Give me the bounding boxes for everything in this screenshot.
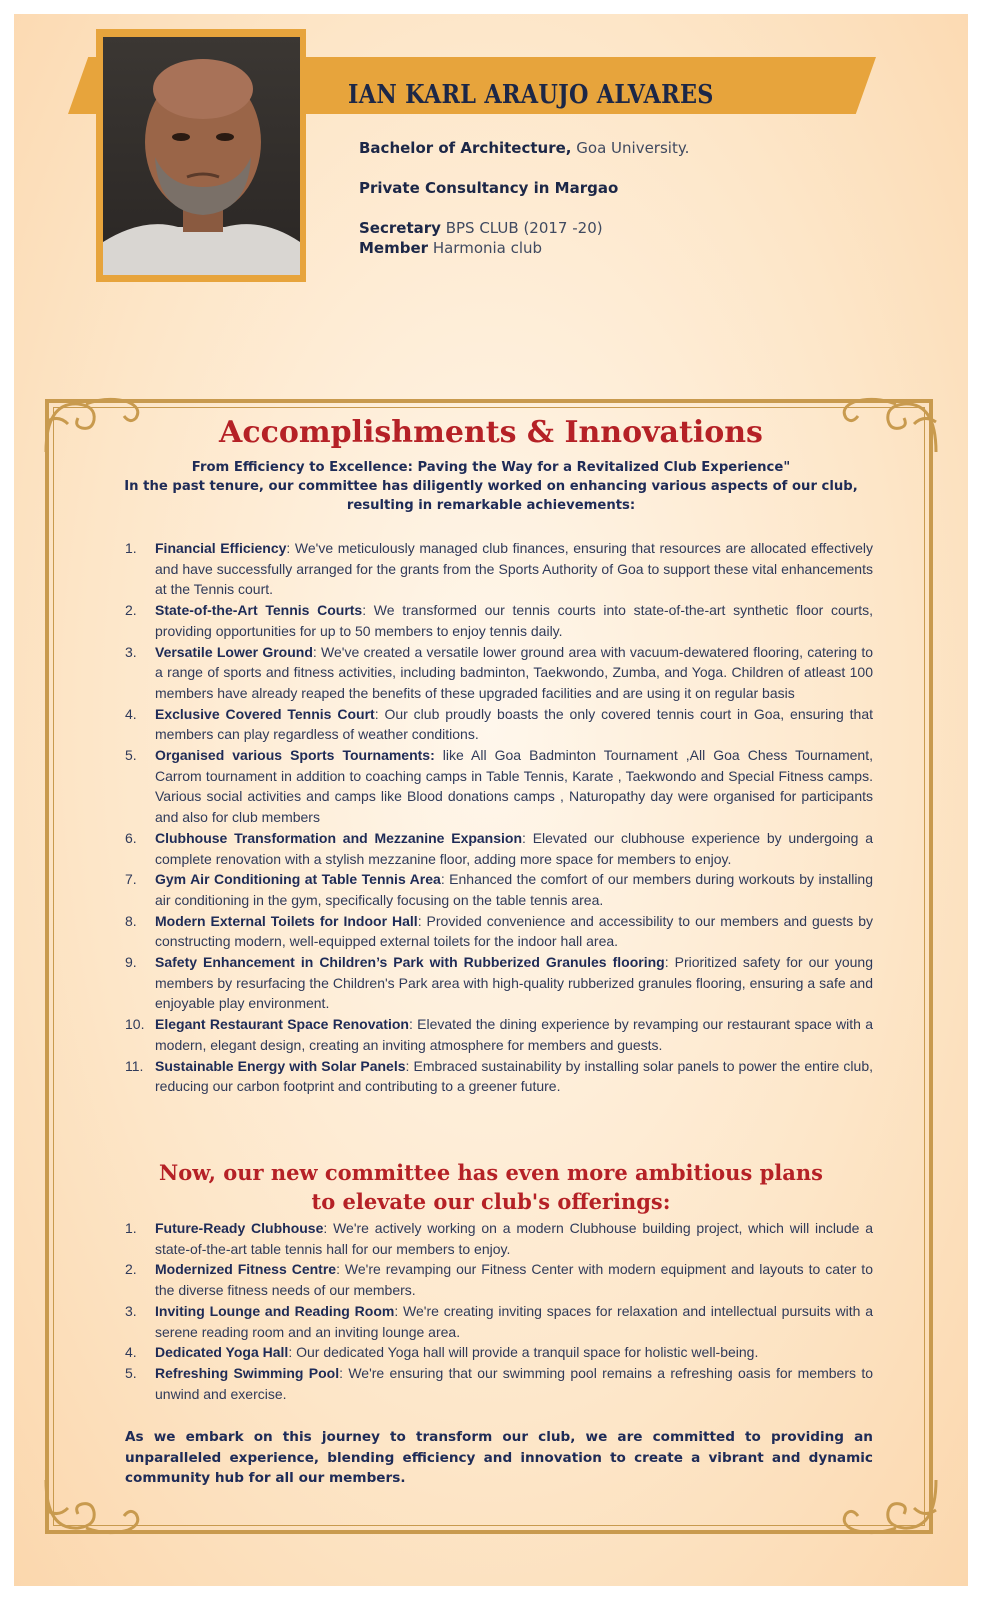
list-item-number: 5. [125, 1364, 137, 1381]
list-item [125, 952, 873, 1014]
list-item-text: : We've created a versatile lower ground area with vacuum-dewatered flooring, catering to a range of sports and fitness activities, including badminton, Taekwondo, Zumba, and Yoga. Children of atleast 100 members have already reaped the benefits of these upgraded facilities and are using it on regular basis [155, 643, 873, 701]
list-item-text: like All Goa Badminton Tournament ,All Goa Chess Tournament, Carrom tournament in addition to coaching camps in Table Tennis, Karate , Taekwondo and Special Fitness camps. Various social activities and camps like Blood donations camps , Naturopathy day were organised for participants and also for club members [155, 747, 873, 826]
list-item-text: : We transformed our tennis courts into state-of-the-art synthetic floor courts, providing opportunities for up to 50 members to enjoy tennis daily. [155, 602, 874, 639]
list-item-number: 2. [125, 602, 137, 619]
list-item-text: : Embraced sustainability by installing solar panels to power the entire club, reducing our carbon footprint and contributing to a greener future. [155, 1057, 873, 1095]
list-item-label: Dedicated Yoga Hall [155, 1344, 289, 1361]
list-item-number: 4. [125, 1344, 137, 1361]
list-item-label: Safety Enhancement in Children’s Park with Rubberized Granules flooring [155, 954, 665, 971]
list-item [125, 1056, 873, 1097]
list-item-label: Refreshing Swimming Pool [155, 1364, 340, 1381]
list-item-number: 8. [125, 912, 137, 929]
list-item-label: Sustainable Energy with Solar Panels [155, 1057, 406, 1074]
candidate-photo [103, 37, 300, 275]
list-item-label: Future-Ready Clubhouse [155, 1220, 324, 1236]
list-item-number: 3. [125, 1302, 137, 1319]
list-item-number: 11. [125, 1057, 144, 1074]
list-item-label: State-of-the-Art Tennis Courts [155, 602, 363, 619]
list-item [125, 1014, 873, 1055]
list-item-number: 2. [125, 1261, 137, 1278]
candidate-name: IAN KARL ARAUJO ALVARES [348, 80, 714, 110]
role2-line [359, 238, 689, 258]
list-item-number: 6. [125, 829, 137, 846]
accomplishments-heading: Accomplishments & Innovations [219, 415, 763, 450]
list-item [125, 869, 873, 910]
role1-line [359, 218, 689, 238]
list-item-number: 10. [125, 1016, 145, 1033]
list-item-number: 7. [125, 871, 137, 888]
list-item [125, 1218, 873, 1259]
role2-label: Member [359, 239, 429, 257]
list-item-number: 1. [125, 540, 137, 556]
plans-heading-line1: Now, our new committee has even more ambitious plans [159, 1160, 823, 1185]
list-item-text: : Our dedicated Yoga hall will provide a tranquil space for holistic well-being. [288, 1344, 759, 1361]
degree-line [359, 138, 689, 158]
list-item-label: Modern External Toilets for Indoor Hall [155, 912, 418, 929]
list-item [125, 538, 873, 600]
list-item [125, 642, 873, 704]
list-item [125, 1363, 873, 1404]
consultancy-line [359, 178, 689, 198]
list-item [125, 600, 873, 641]
plans-list [125, 1218, 873, 1404]
list-item [125, 1259, 873, 1300]
list-item-text: : We're actively working on a modern Clubhouse building project, which will include a state-of-the-art table tennis hall for our members to enjoy. [155, 1220, 873, 1257]
list-item-label: Elegant Restaurant Space Renovation [155, 1016, 409, 1033]
list-item-label: Financial Efficiency [155, 540, 287, 556]
list-item-label: Clubhouse Transformation and Mezzanine Expansion [155, 829, 523, 846]
list-item-number: 4. [125, 705, 137, 722]
consultancy-text: Private Consultancy in Margao [359, 179, 619, 197]
list-item-label: Exclusive Covered Tennis Court [155, 705, 375, 722]
list-item-text: : Our club proudly boasts the only covered tennis court in Goa, ensuring that members can play regardless of weather conditions. [155, 705, 873, 743]
list-item-text: : Prioritized safety for our young members by resurfacing the Children's Park area with high-quality rubberized granules flooring, ensuring a safe and enjoyable play environment. [155, 954, 873, 1012]
accomplishments-intro-text: In the past tenure, our committee has diligently worked on enhancing various aspects of our club, resulting in remarkable achievements: [124, 479, 858, 513]
list-item [125, 911, 873, 952]
list-item-number: 1. [125, 1220, 137, 1236]
list-item [125, 1342, 873, 1363]
list-item-text: : We're creating inviting spaces for relaxation and intellectual pursuits with a serene reading room and an inviting lounge area. [155, 1302, 874, 1340]
list-item-text: : We've meticulously managed club finances, ensuring that resources are allocated effectively and have successfully arranged for the grants from the Sports Authority of Goa to support these vital enhancements at the Tennis court. [155, 540, 873, 598]
plans-heading-line2: to elevate our club's offerings: [311, 1189, 671, 1214]
degree-institution: Goa University. [576, 139, 690, 157]
list-item-label: Inviting Lounge and Reading Room [155, 1302, 395, 1319]
list-item-text: : Enhanced the comfort of our members during workouts by installing air conditioning in the gym, specifically focusing on the table tennis area. [155, 871, 873, 908]
accomplishments-list [125, 538, 873, 1097]
list-item-text: : We're ensuring that our swimming pool remains a refreshing oasis for members to unwind and exercise. [155, 1364, 873, 1402]
role1-label: Secretary [359, 219, 441, 237]
plans-heading [0, 1158, 982, 1216]
list-item-text: : Elevated our clubhouse experience by undergoing a complete renovation with a stylish mezzanine floor, adding more space for members to enjoy. [155, 829, 873, 867]
list-item-number: 9. [125, 954, 137, 971]
closing-statement: As we embark on this journey to transform our club, we are committed to providing an unparalleled experience, blending efficiency and innovation to create a vibrant and dynamic community hub for all our members. [125, 1429, 873, 1486]
profile-info [359, 138, 689, 258]
list-item [125, 828, 873, 869]
list-item-number: 5. [125, 747, 137, 764]
accomplishments-intro [120, 458, 862, 515]
list-item [125, 1301, 873, 1342]
list-item [125, 704, 873, 745]
list-item-label: Organised various Sports Tournaments: [155, 747, 435, 764]
list-item-text: : Provided convenience and accessibility to our members and guests by constructing modern, well-equipped external toilets for the indoor hall area. [155, 912, 873, 950]
list-item-text: : Elevated the dining experience by revamping our restaurant space with a modern, elegant design, creating an inviting atmosphere for members and guests. [155, 1016, 874, 1053]
list-item-number: 3. [125, 643, 137, 660]
role1-value: BPS CLUB (2017 -20) [445, 219, 603, 237]
list-item [125, 745, 873, 828]
list-item-label: Modernized Fitness Centre [155, 1261, 337, 1278]
role2-value: Harmonia club [432, 239, 543, 257]
list-item-label: Versatile Lower Ground [155, 643, 313, 660]
list-item-label: Gym Air Conditioning at Table Tennis Area [155, 871, 441, 888]
accomplishments-subtitle: From Efficiency to Excellence: Paving the Way for a Revitalized Club Experience" [191, 460, 791, 475]
list-item-text: : We're revamping our Fitness Center with modern equipment and layouts to cater to the diverse fitness needs of our members. [155, 1261, 873, 1299]
degree-label: Bachelor of Architecture, [359, 139, 572, 157]
